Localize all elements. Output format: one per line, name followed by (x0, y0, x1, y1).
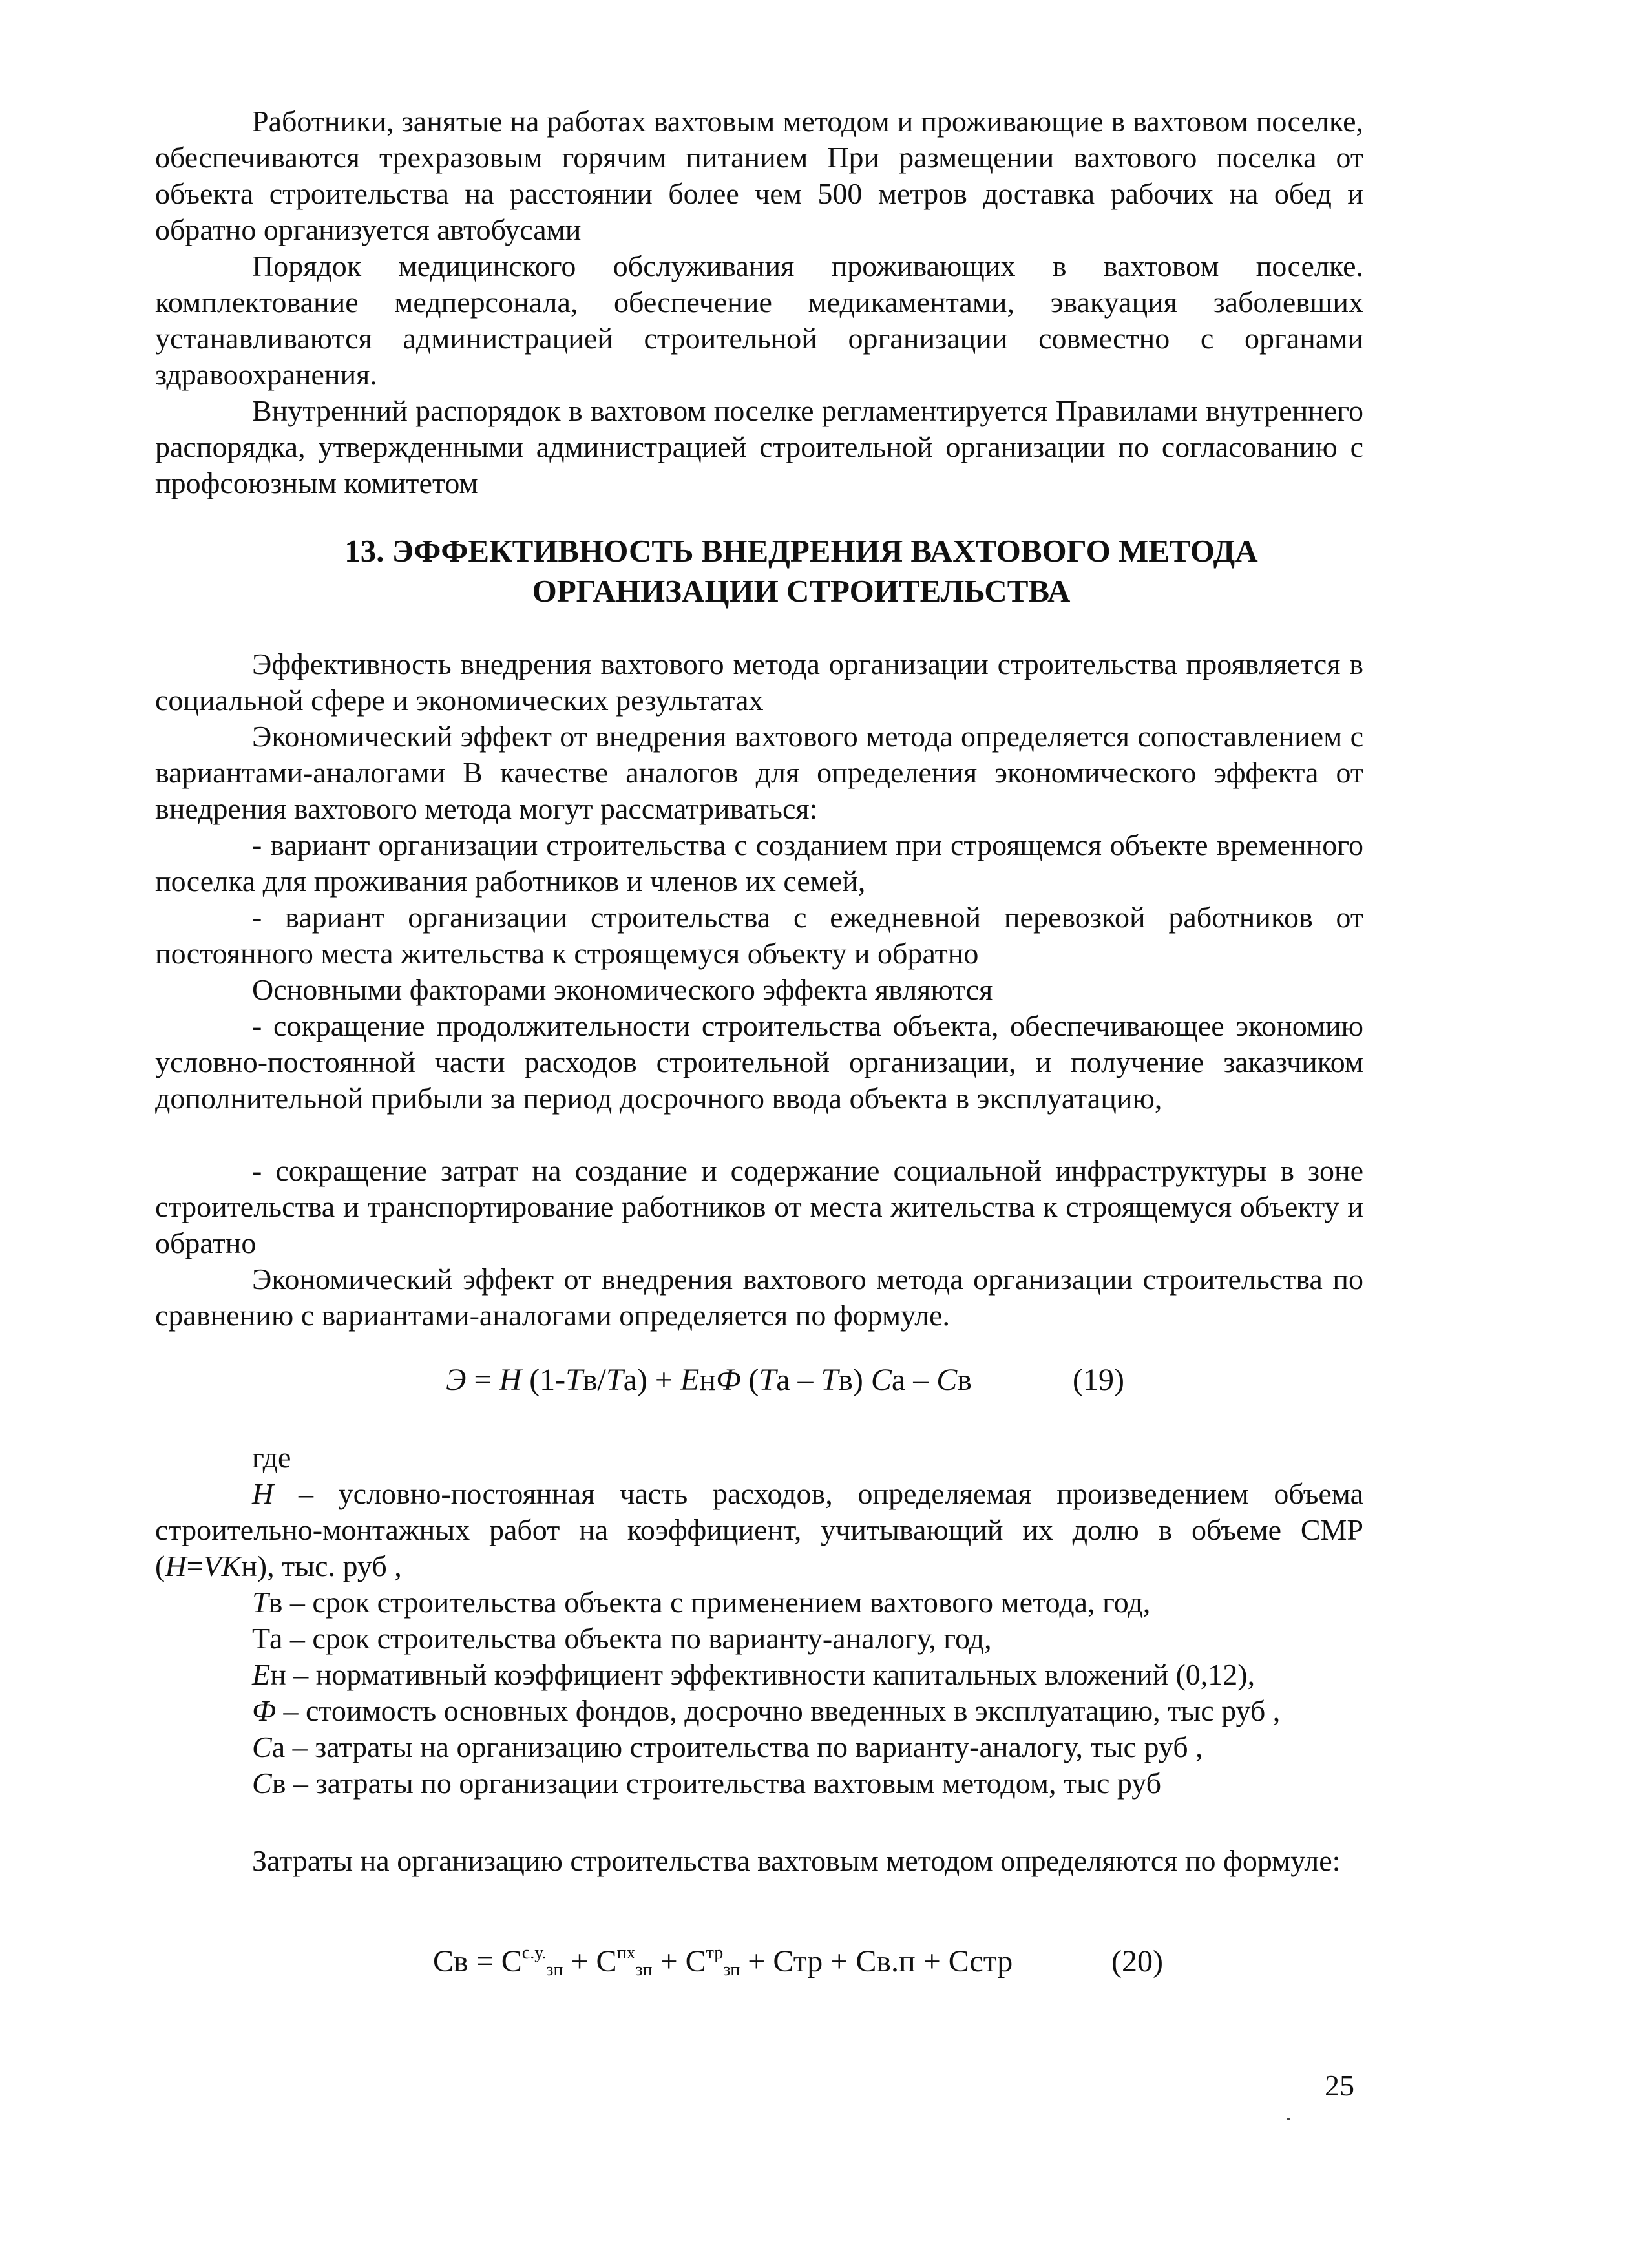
paragraph-effectiveness: Эффективность внедрения вахтового метода организации строительства проявляется в социальной сфере и экономических результатах (155, 647, 1363, 717)
scan-speck (1287, 2118, 1290, 2120)
list-item-temporary-settlement: - вариант организации строительства с созданием при строящемся объекте временного поселка для проживания работников и членов их семей, (155, 828, 1363, 898)
paragraph-internal-rules: Внутренний распорядок в вахтовом поселке регламентируется Правилами внутреннего распорядка, утвержденными администрацией строительной организации по согласованию с профсоюзным комитетом (155, 394, 1363, 499)
paragraph-economic-effect: Экономический эффект от внедрения вахтового метода определяется сопоставлением с вариантами-аналогами В качестве аналогов для определения экономического эффекта от внедрения вахтового метода могут рассматриваться: (155, 720, 1363, 825)
formula-19-expression: Э = Н (1-Тв/Та) + ЕнФ (Та – Тв) Са – Св (446, 1363, 972, 1397)
list-item-daily-transport: - вариант организации строительства с ежедневной перевозкой работников от постоянного места жительства к строящемуся объекту и обратно (155, 901, 1363, 970)
definition-F: Ф – стоимость основных фондов, досрочно введенных в эксплуатацию, тыс руб , (252, 1694, 1281, 1727)
paragraph-costs-formula: Затраты на организацию строительства вахтовым методом определяются по формуле: (252, 1844, 1341, 1877)
section-heading-line-1: 13. ЭФФЕКТИВНОСТЬ ВНЕДРЕНИЯ ВАХТОВОГО МЕТОДА (344, 533, 1258, 569)
paragraph-formula-intro: Экономический эффект от внедрения вахтового метода организации строительства по сравнению с вариантами-аналогами определяется по формуле. (155, 1263, 1363, 1332)
formula-20-expression: Св = $С^{с.у.}_{зп} + С^{пх}_{зп} + С^{тр}_{зп}$ + Стр + Св.п + Сстр (433, 1943, 1013, 1980)
page-number: 25 (1325, 2069, 1354, 2102)
paragraph-meals: Работники, занятые на работах вахтовым методом и проживающие в вахтовом поселке, обеспечиваются трехразовым горячим питанием При размещении вахтового поселка от объекта строительства на расстоянии более чем 500 метров доставка рабочих на обед и обратно организуется автобусами (155, 105, 1363, 246)
formula-19 (446, 1362, 972, 1398)
formula-20-number: (20) (1111, 1944, 1163, 1979)
definition-Tv: Тв – срок строительства объекта с применением вахтового метода, год, (252, 1586, 1151, 1619)
paragraph-medical: Порядок медицинского обслуживания проживающих в вахтовом поселке. комплектование медперсонала, обеспечение медикаментами, эвакуация заболевших устанавливаются администрацией строительной организации совместно с органами здравоохранения. (155, 249, 1363, 391)
list-item-duration-reduction: - сокращение продолжительности строительства объекта, обеспечивающее экономию условно-постоянной части расходов строительной организации, и получение заказчиком дополнительной прибыли за период досрочного ввода объекта в эксплуатацию, (155, 1009, 1363, 1115)
definition-Ca: Са – затраты на организацию строительства по варианту-аналогу, тыс руб , (252, 1730, 1203, 1763)
formula-19-number: (19) (1073, 1363, 1124, 1397)
section-heading-line-2: ОРГАНИЗАЦИИ СТРОИТЕЛЬСТВА (532, 573, 1071, 609)
where-label: где (252, 1441, 291, 1474)
formula-20 (433, 1944, 1013, 1980)
definition-Ta: Та – срок строительства объекта по варианту-аналогу, год, (252, 1622, 992, 1655)
definition-H: Н – условно-постоянная часть расходов, определяемая произведением объема строительно-монтажных работ на коэффициент, учитывающий их долю в объеме СМР (Н=VКн), тыс. руб , (155, 1477, 1363, 1582)
list-item-cost-reduction: - сокращение затрат на создание и содержание социальной инфраструктуры в зоне строительства и транспортирование работников от места жительства к строящемуся объекту и обратно (155, 1154, 1363, 1259)
definition-Cv: Св – затраты по организации строительства вахтовым методом, тыс руб (252, 1767, 1162, 1800)
paragraph-main-factors: Основными факторами экономического эффекта являются (252, 973, 993, 1006)
definition-En: Ен – нормативный коэффициент эффективности капитальных вложений (0,12), (252, 1658, 1255, 1691)
